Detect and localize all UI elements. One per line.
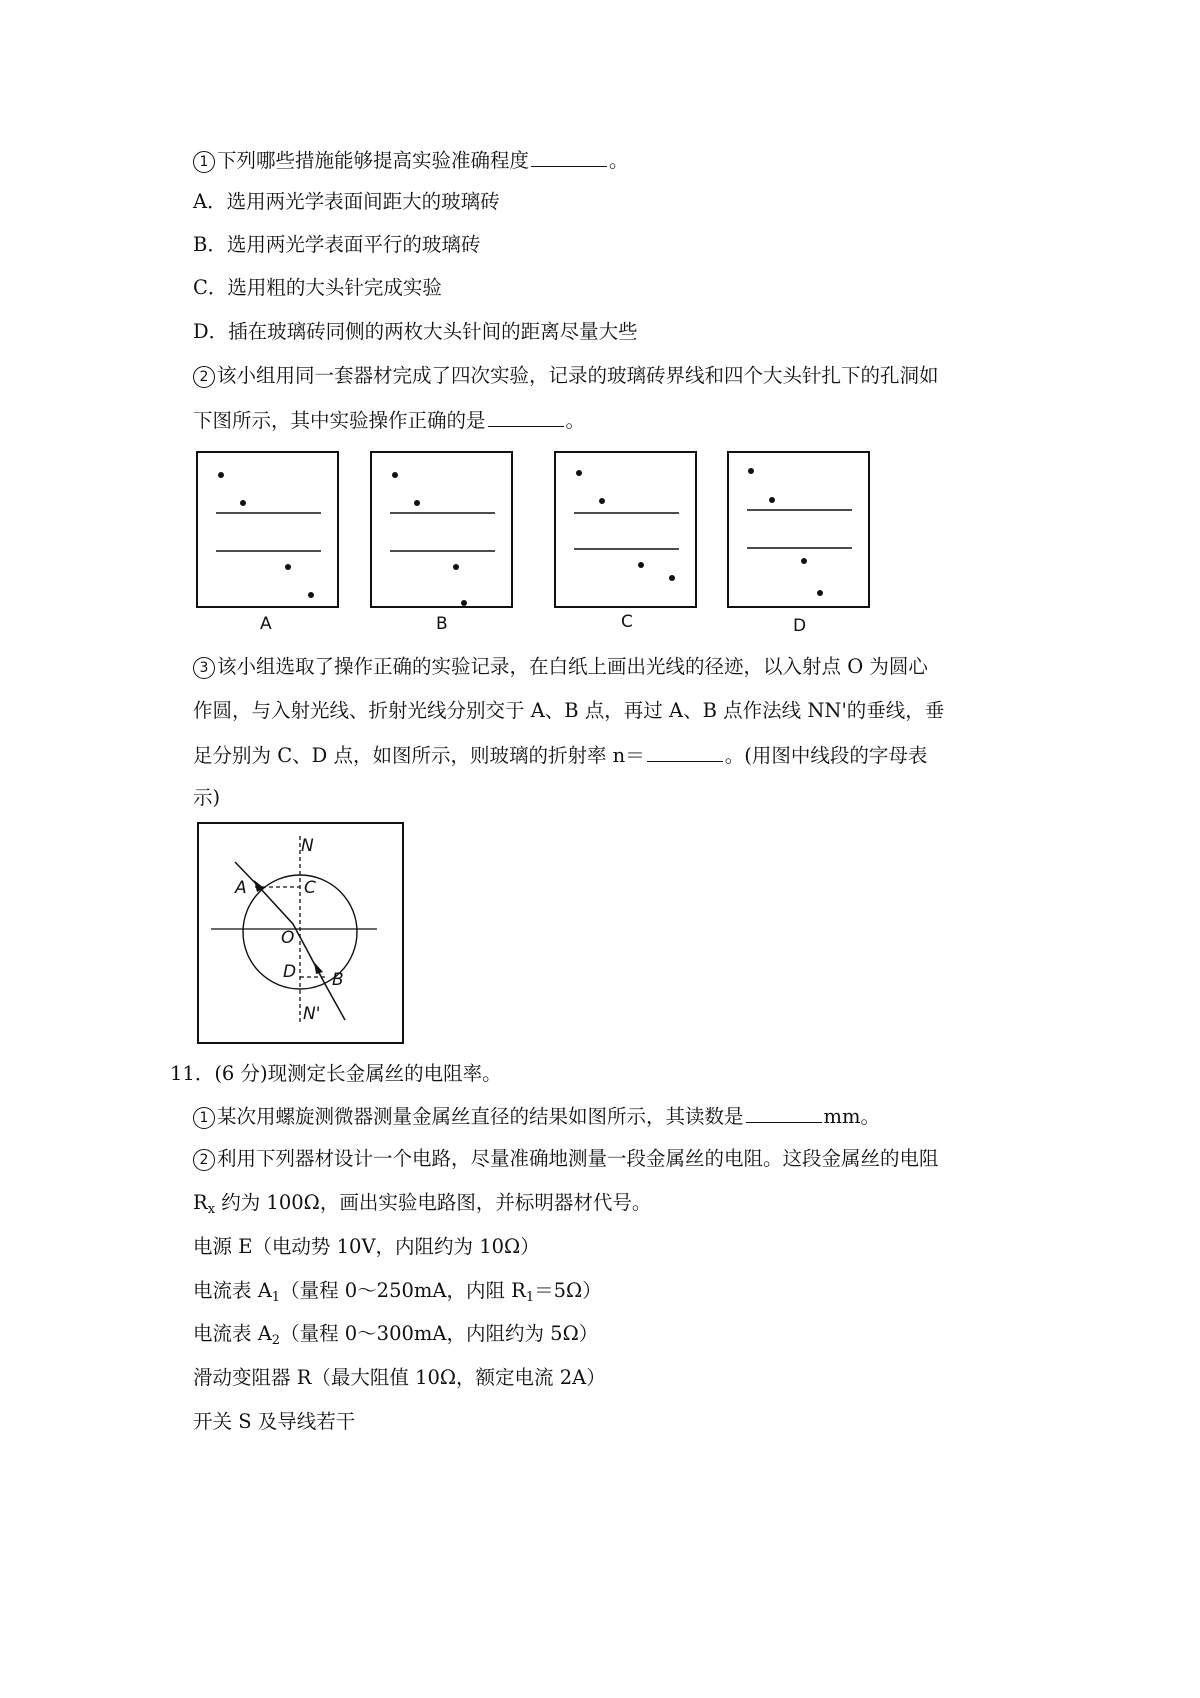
a1-spec: （量程 0～250mA，内阻 R: [280, 1279, 526, 1302]
answer-blank[interactable]: [746, 1104, 822, 1123]
q10-sub3-line4: 示): [193, 786, 221, 809]
label-n: N: [301, 836, 314, 856]
rx-subscript: x: [207, 1202, 216, 1217]
label-n-prime: N': [303, 1004, 321, 1024]
label-b: B: [332, 970, 344, 990]
panel-b-figure: [370, 451, 515, 611]
q10-sub1-text: 下列哪些措施能够提高实验准确程度: [217, 149, 530, 172]
option-b: B．选用两光学表面平行的玻璃砖: [193, 233, 481, 256]
a2-subscript: 2: [271, 1333, 281, 1348]
option-a: A．选用两光学表面间距大的玻璃砖: [193, 190, 500, 213]
q10-sub3-line3: [193, 743, 927, 768]
panel-a-label: A: [260, 614, 272, 634]
a2-name: 电流表 A: [193, 1322, 272, 1345]
panel-d-figure: [727, 451, 872, 611]
label-c: C: [304, 878, 316, 898]
q11-sub1-unit: mm。: [823, 1105, 880, 1128]
q11-sub1-line: [193, 1104, 880, 1129]
a1-resistance: ＝5Ω）: [534, 1279, 602, 1302]
q11-sub1-text: 某次用螺旋测微器测量金属丝直径的结果如图所示，其读数是: [217, 1105, 744, 1128]
q10-sub1-line: [193, 148, 629, 173]
option-d: D．插在玻璃砖同侧的两枚大头针间的距离尽量大些: [193, 320, 638, 343]
a1-name: 电流表 A: [193, 1279, 272, 1302]
label-d: D: [283, 962, 297, 982]
circled-number: 2: [193, 1149, 215, 1171]
rx-symbol: R: [193, 1191, 208, 1214]
q10-sub2-line1: [193, 364, 939, 388]
q10-sub3-text3b: 。(用图中线段的字母表: [724, 744, 928, 767]
panel-b-label: B: [436, 614, 448, 634]
q10-sub3-text3a: 足分别为 C、D 点，如图所示，则玻璃的折射率 n＝: [193, 744, 645, 767]
label-o: O: [281, 928, 295, 948]
r1-subscript: 1: [525, 1290, 535, 1305]
q10-sub1-end: 。: [609, 149, 629, 172]
circled-number: 1: [193, 151, 215, 173]
a2-spec: （量程 0～300mA，内阻约为 5Ω）: [280, 1322, 599, 1345]
answer-blank[interactable]: [488, 408, 564, 427]
circled-number: 1: [193, 1107, 215, 1129]
q11-sub2-line2: [193, 1191, 651, 1215]
a1-subscript: 1: [271, 1290, 281, 1305]
q10-sub3-line1: [193, 655, 928, 679]
equipment-switch: 开关 S 及导线若干: [193, 1410, 356, 1433]
answer-blank[interactable]: [647, 743, 723, 762]
equipment-rheostat: 滑动变阻器 R（最大阻值 10Ω，额定电流 2A）: [193, 1366, 606, 1389]
panel-c-label: C: [621, 612, 633, 632]
q11-sub2-text2: 约为 100Ω，画出实验电路图，并标明器材代号。: [215, 1191, 652, 1214]
q10-sub2-end: 。: [565, 409, 586, 432]
equipment-ammeter-a1: [193, 1279, 602, 1303]
q10-sub3-line2: 作圆，与入射光线、折射光线分别交于 A、B 点，再过 A、B 点作法线 NN'的垂线，垂: [193, 699, 945, 722]
q11-sub2-text1: 利用下列器材设计一个电路，尽量准确地测量一段金属丝的电阻。这段金属丝的电阻: [217, 1147, 939, 1170]
answer-blank[interactable]: [531, 148, 607, 167]
equipment-source: 电源 E（电动势 10V，内阻约为 10Ω）: [193, 1235, 540, 1258]
refraction-diagram: [197, 822, 407, 1048]
circled-number: 2: [193, 366, 215, 388]
q10-sub2-text2: 下图所示，其中实验操作正确的是: [193, 409, 486, 432]
panel-c-figure: [554, 451, 699, 611]
option-c: C．选用粗的大头针完成实验: [193, 276, 442, 299]
equipment-ammeter-a2: [193, 1322, 598, 1346]
q11-header: 11．(6 分)现测定长金属丝的电阻率。: [170, 1062, 502, 1085]
panel-a-figure: [196, 451, 341, 611]
label-a: A: [235, 878, 247, 898]
q11-sub2-line1: [193, 1147, 939, 1171]
circled-number: 3: [193, 657, 215, 679]
q10-sub3-text1: 该小组选取了操作正确的实验记录，在白纸上画出光线的径迹，以入射点 O 为圆心: [217, 655, 928, 678]
panel-d-label: D: [793, 616, 807, 636]
q10-sub2-text1: 该小组用同一套器材完成了四次实验，记录的玻璃砖界线和四个大头针扎下的孔洞如: [217, 364, 939, 387]
q10-sub2-line2: [193, 408, 585, 433]
